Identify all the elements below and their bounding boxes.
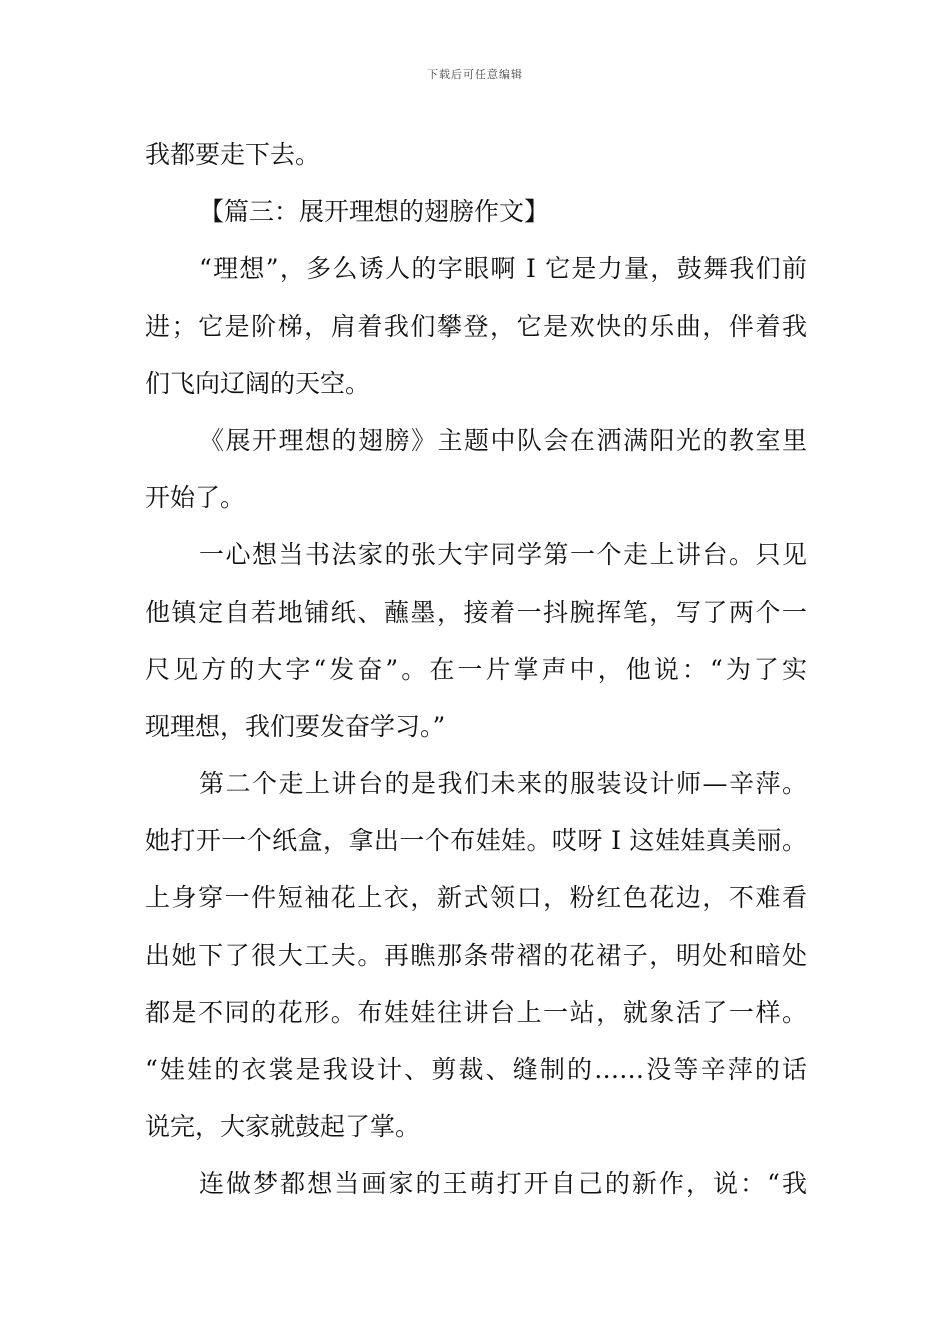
section-heading: 【篇三：展开理想的翅膀作文】: [199, 197, 550, 227]
text-line: 她打开一个纸盒，拿出一个布娃娃。哎呀 I 这娃娃真美丽。: [145, 826, 807, 856]
text-line: “理想”，多么诱人的字眼啊 I 它是力量，鼓舞我们前: [199, 254, 807, 284]
text-line: 一心想当书法家的张大宇同学第一个走上讲台。只见: [199, 540, 807, 570]
text-line: “娃娃的衣裳是我设计、剪裁、缝制的……没等辛萍的话: [145, 1055, 807, 1084]
text-line: 出她下了很大工夫。再瞧那条带褶的花裙子，明处和暗处: [145, 940, 807, 970]
text-line: 开始了。: [145, 483, 246, 513]
text-line: 们飞向辽阔的天空。: [145, 368, 371, 398]
text-line: 上身穿一件短袖花上衣，新式领口，粉红色花边，不难看: [145, 883, 807, 913]
text-line: 现理想，我们要发奋学习。”: [145, 711, 446, 741]
text-line: 说完，大家就鼓起了掌。: [145, 1112, 421, 1142]
text-line: 我都要走下去。: [145, 140, 321, 169]
text-line: 他镇定自若地铺纸、蘸墨，接着一抖腕挥笔，写了两个一: [145, 597, 807, 627]
text-line: 连做梦都想当画家的王萌打开自己的新作，说：“我: [199, 1169, 807, 1199]
document-body: [145, 126, 807, 1213]
text-line: 尺见方的大字“发奋”。在一片掌声中，他说：“为了实: [145, 654, 807, 684]
text-line: 第二个走上讲台的是我们未来的服装设计师—辛萍。: [199, 769, 807, 799]
text-line: 都是不同的花形。布娃娃往讲台上一站，就象活了一样。: [145, 997, 807, 1027]
text-line: 进；它是阶梯，肩着我们攀登，它是欢快的乐曲，伴着我: [145, 311, 807, 341]
page-header: 下载后可任意编辑: [427, 68, 523, 81]
text-line: 《展开理想的翅膀》主题中队会在洒满阳光的教室里: [199, 425, 807, 455]
